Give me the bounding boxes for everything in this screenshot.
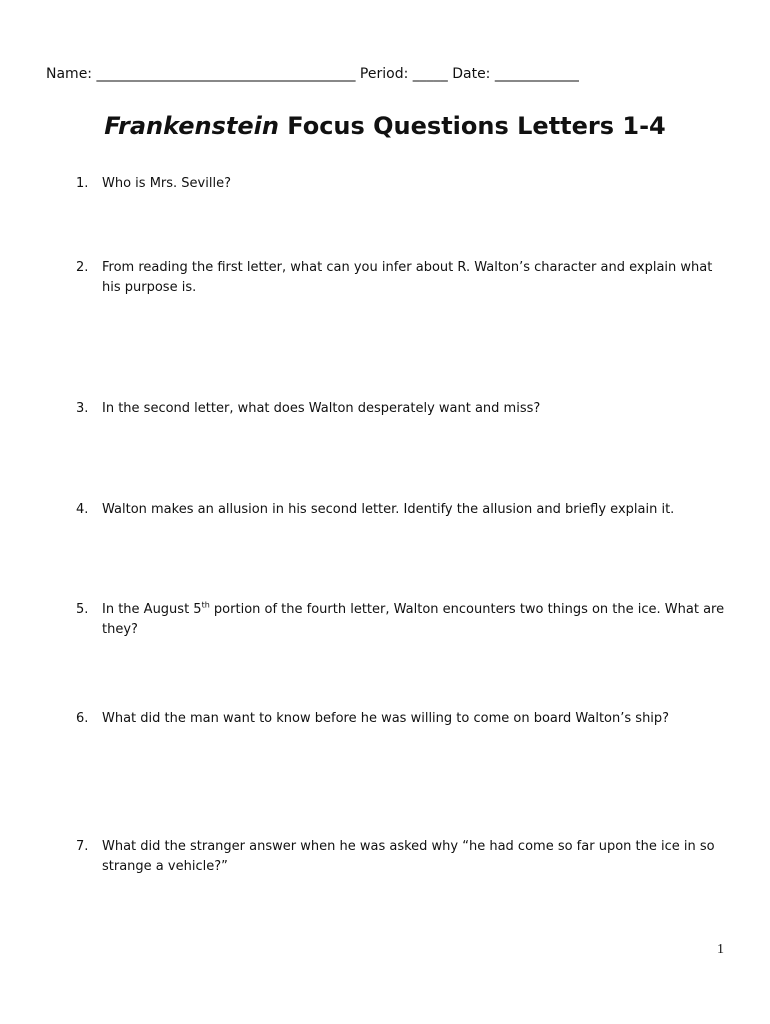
- question-text: What did the man want to know before he was willing to come on board Walton’s ship?: [102, 711, 670, 726]
- question-text: In the second letter, what does Walton desperately want and miss?: [102, 401, 541, 416]
- question-1: [76, 174, 726, 194]
- question-6: [76, 709, 726, 729]
- name-blank: _____________________________________: [96, 66, 356, 82]
- question-text: From reading the first letter, what can you infer about R. Walton’s character and explain what his purpose is.: [102, 260, 713, 295]
- question-text: Walton makes an allusion in his second letter. Identify the allusion and briefly explain it.: [102, 502, 675, 517]
- period-label: Period:: [355, 66, 413, 82]
- question-number: 4.: [76, 502, 89, 517]
- date-blank: ____________: [494, 66, 579, 82]
- page-title: [0, 112, 770, 140]
- page-number: 1: [717, 942, 724, 957]
- name-label: Name:: [46, 66, 97, 82]
- question-number: 1.: [76, 176, 89, 191]
- question-3: [76, 399, 726, 419]
- title-rest: Focus Questions Letters 1-4: [278, 112, 666, 140]
- question-number: 6.: [76, 711, 89, 726]
- question-number: 5.: [76, 602, 89, 617]
- ordinal-suffix: th: [201, 600, 210, 610]
- question-number: 3.: [76, 401, 89, 416]
- period-blank: _____: [412, 66, 448, 82]
- question-text: [102, 600, 726, 640]
- question-4: [76, 500, 726, 520]
- question-text: What did the stranger answer when he was asked why “he had come so far upon the ice in so strange a vehicle?”: [102, 839, 715, 874]
- book-title: Frankenstein: [104, 112, 279, 140]
- question-text-start: In the August 5: [102, 602, 202, 617]
- question-text-end: portion of the fourth letter, Walton encounters two things on the ice. What are they?: [102, 602, 725, 637]
- student-info-header: [46, 66, 579, 82]
- question-text: Who is Mrs. Seville?: [102, 176, 231, 191]
- date-label: Date:: [447, 66, 495, 82]
- question-number: 7.: [76, 839, 89, 854]
- question-7: [76, 837, 726, 877]
- question-5: [76, 600, 726, 640]
- question-2: [76, 258, 726, 298]
- question-number: 2.: [76, 260, 89, 275]
